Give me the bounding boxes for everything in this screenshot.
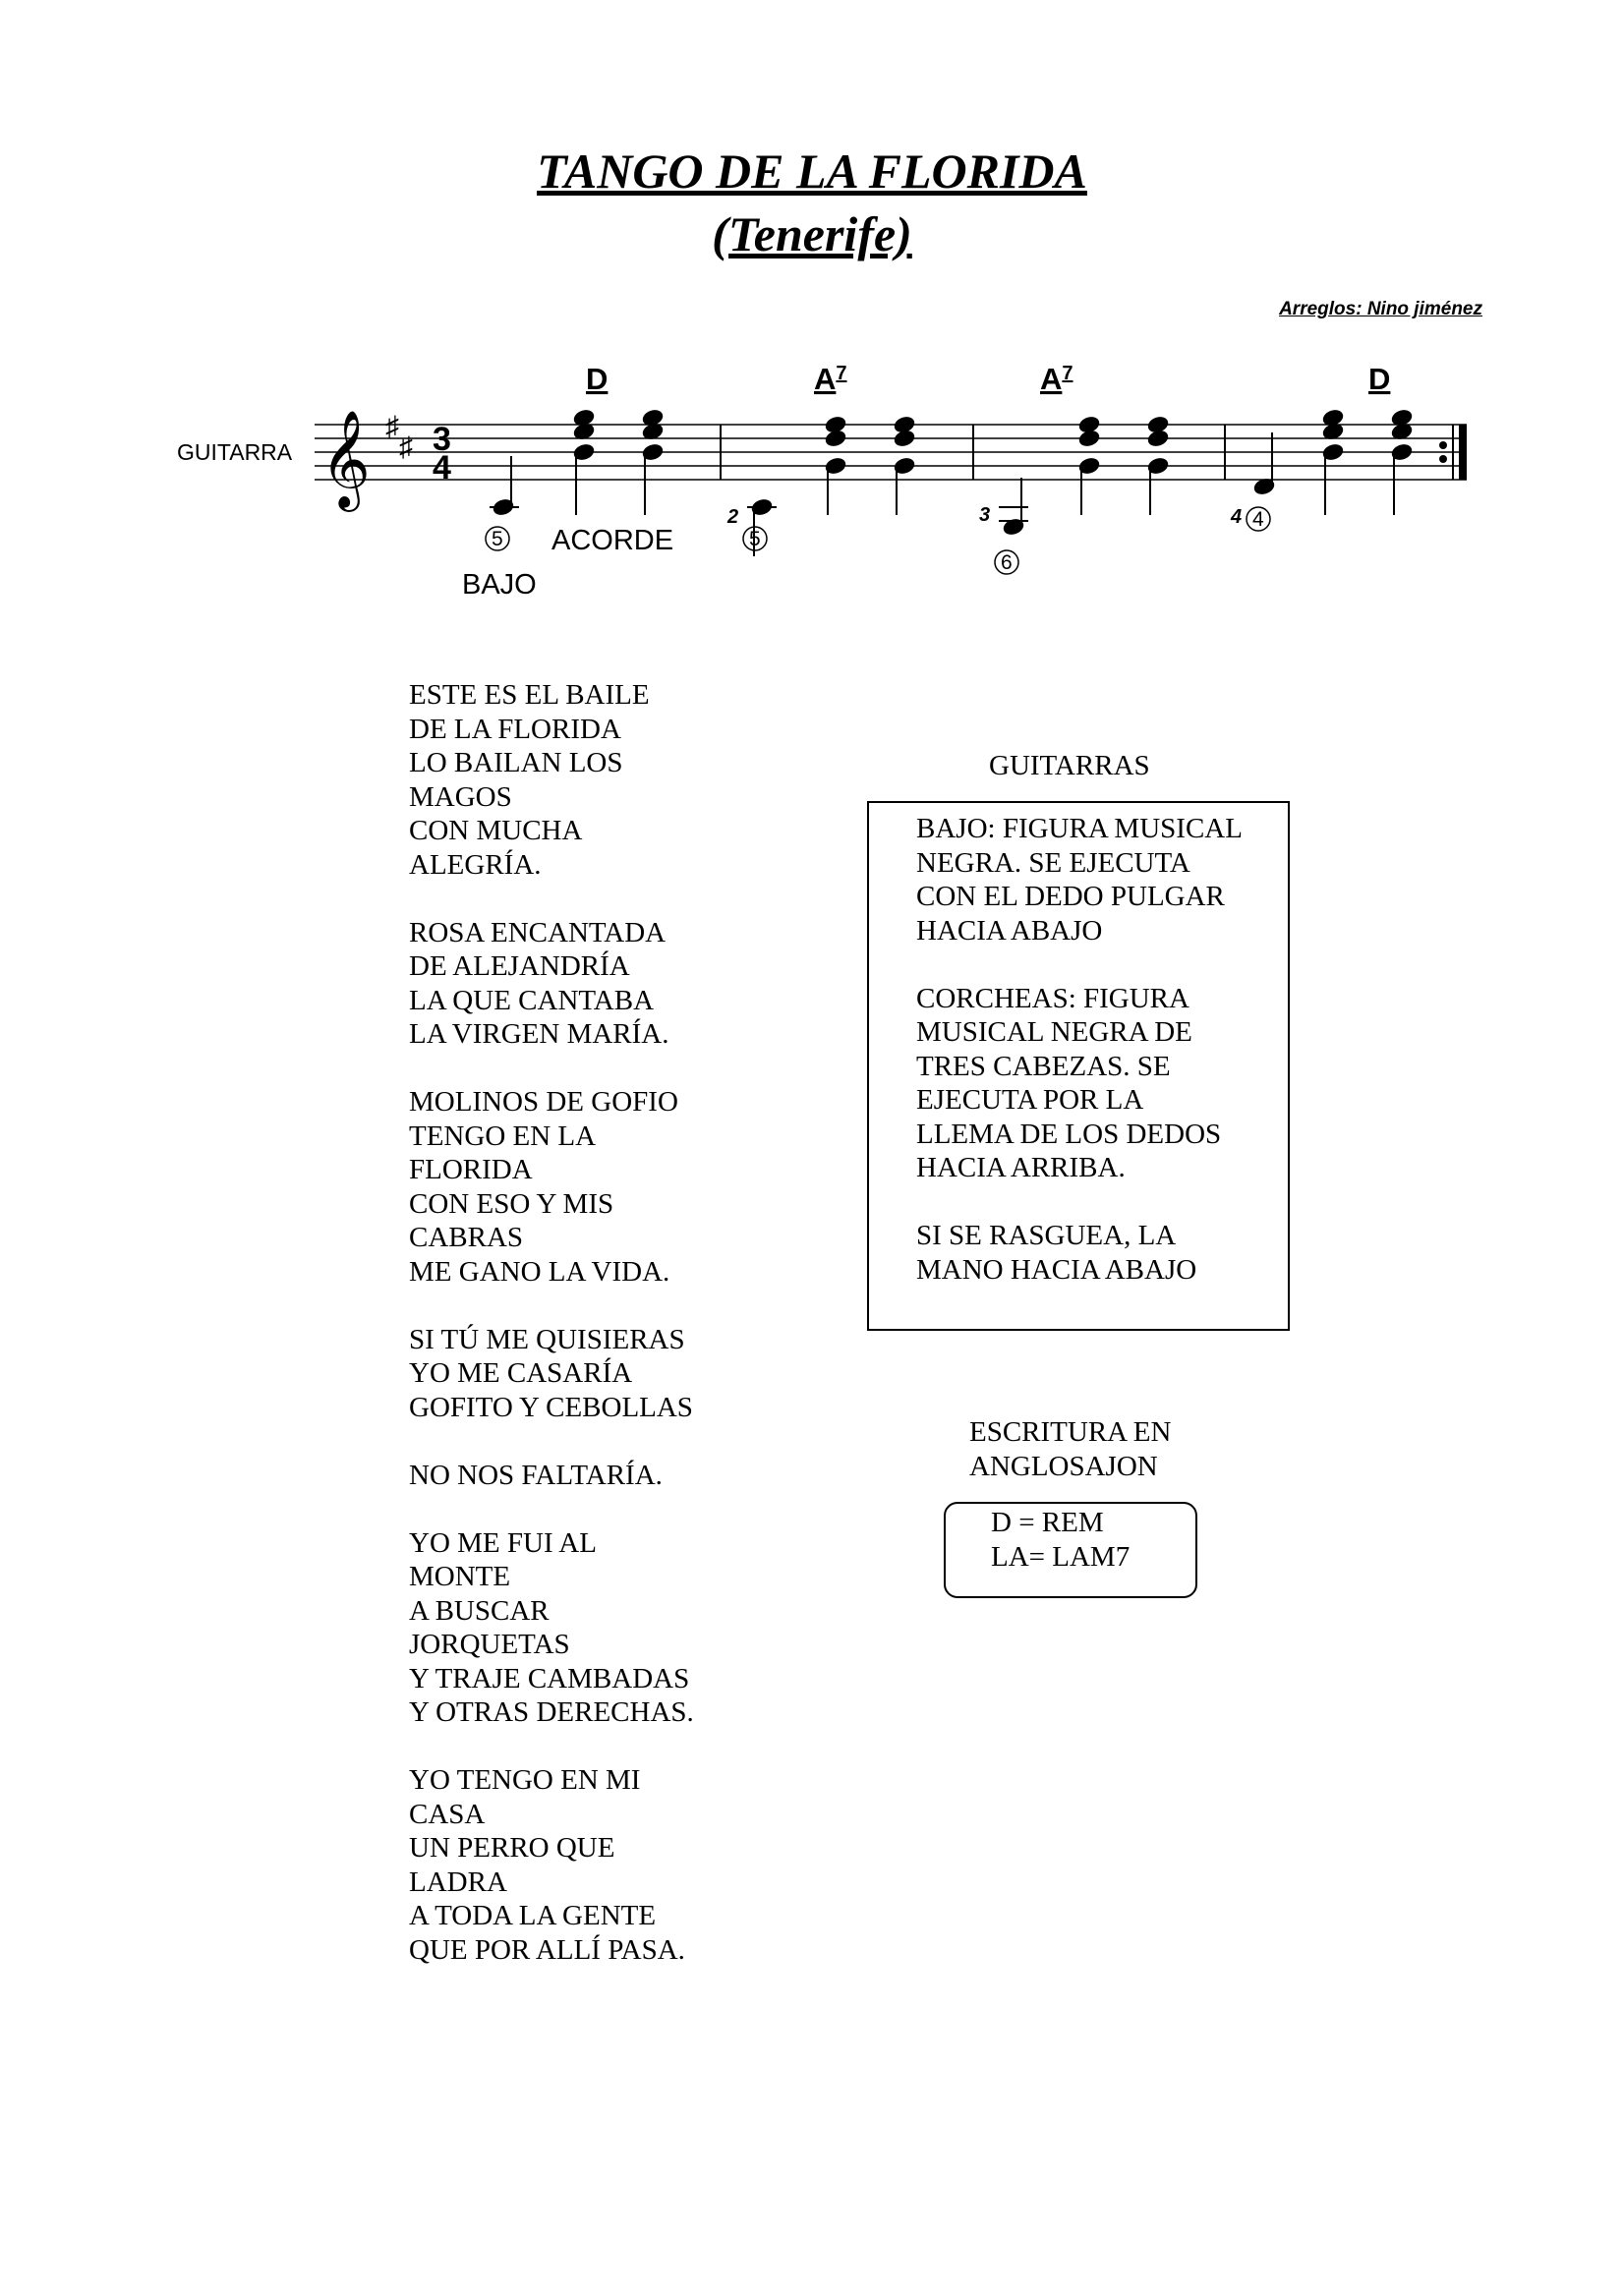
chord-note bbox=[1146, 415, 1170, 515]
treble-clef-icon: 𝄞 bbox=[320, 412, 371, 506]
guitar-notes-line: CORCHEAS: FIGURA bbox=[916, 982, 1189, 1014]
lyrics-line: ME GANO LA VIDA. bbox=[409, 1255, 670, 1288]
lyrics-line: GOFITO Y CEBOLLAS bbox=[409, 1391, 693, 1423]
lyrics-stanza bbox=[409, 1763, 763, 1967]
guitar-notes-line: HACIA ARRIBA. bbox=[916, 1152, 1126, 1183]
lyrics-line: YO ME FUI AL bbox=[409, 1526, 597, 1559]
bass-note bbox=[1252, 432, 1276, 496]
bass-label: BAJO bbox=[462, 569, 537, 601]
lyrics-stanza bbox=[409, 1526, 763, 1730]
lyrics-line: CABRAS bbox=[409, 1222, 524, 1253]
fingering: 3 bbox=[979, 504, 991, 526]
string-marking: 6 bbox=[1001, 551, 1013, 574]
guitar-score bbox=[0, 344, 1624, 619]
arrangement-credit: Arreglos: Nino jiménez bbox=[1279, 299, 1482, 319]
lyrics bbox=[409, 678, 763, 2001]
chord-symbol-d: D bbox=[586, 362, 609, 396]
lyrics-line: A TODA LA GENTE bbox=[409, 1900, 657, 1931]
guitar-notes-line: TRES CABEZAS. SE bbox=[916, 1050, 1171, 1082]
staff-lines bbox=[315, 425, 1467, 480]
lyrics-line: SI TÚ ME QUISIERAS bbox=[409, 1323, 685, 1355]
lyrics-line: DE ALEJANDRÍA bbox=[409, 950, 630, 982]
chord-symbol-a7: $A^7$ bbox=[1040, 362, 1073, 396]
lyrics-line: ROSA ENCANTADA bbox=[409, 916, 667, 948]
lyrics-stanza bbox=[409, 916, 763, 1052]
fingerings bbox=[726, 504, 1242, 528]
lyrics-line: LA QUE CANTABA bbox=[409, 984, 655, 1016]
page-title: TANGO DE LA FLORIDA bbox=[537, 144, 1087, 199]
guitar-notes-paragraph bbox=[916, 812, 1280, 947]
guitar-notes-paragraph bbox=[916, 982, 1280, 1185]
lyrics-line: LA VIRGEN MARÍA. bbox=[409, 1018, 669, 1050]
lyrics-stanza bbox=[409, 1085, 763, 1289]
lyrics-stanza bbox=[409, 1323, 763, 1425]
lyrics-line: Y TRAJE CAMBADAS bbox=[409, 1662, 690, 1694]
lyrics-line: YO TENGO EN MI bbox=[409, 1764, 641, 1796]
lyrics-line: CASA bbox=[409, 1798, 486, 1830]
chord-note bbox=[893, 415, 916, 515]
chord-symbol-d: D bbox=[1368, 362, 1391, 396]
lyrics-line: A BUSCAR bbox=[409, 1594, 550, 1627]
lyrics-line: CON ESO Y MIS bbox=[409, 1187, 614, 1220]
notation-title-line: ESCRITURA EN bbox=[969, 1416, 1172, 1448]
lyrics-stanza bbox=[409, 1459, 763, 1493]
time-signature-bottom: 4 bbox=[433, 449, 451, 487]
fingering: 2 bbox=[727, 506, 739, 528]
sharp-c-icon: ♯ bbox=[399, 431, 413, 462]
fingering: 4 bbox=[1231, 506, 1243, 528]
chord-symbol-a7: $A^7$ bbox=[814, 362, 847, 396]
lyrics-line: Y OTRAS DERECHAS. bbox=[409, 1696, 694, 1728]
string-marking: 5 bbox=[492, 528, 503, 550]
page-subtitle: (Tenerife) bbox=[712, 206, 912, 261]
lyrics-line: FLORIDA bbox=[409, 1154, 533, 1185]
guitar-notes-line: NEGRA. SE EJECUTA bbox=[916, 846, 1190, 879]
guitar-notes-line: MUSICAL NEGRA DE bbox=[916, 1016, 1192, 1048]
notation-equivalence: LA= LAM7 bbox=[991, 1540, 1131, 1573]
lyrics-line: ESTE ES EL BAILE bbox=[409, 679, 650, 711]
chord-note bbox=[1077, 415, 1101, 515]
lyrics-line: ALEGRÍA. bbox=[409, 848, 542, 881]
lyrics-line: MAGOS bbox=[409, 780, 512, 813]
lyrics-line: QUE POR ALLÍ PASA. bbox=[409, 1933, 685, 1966]
lyrics-line: UN PERRO QUE bbox=[409, 1832, 615, 1864]
guitar-notes-line: HACIA ABAJO bbox=[916, 914, 1103, 947]
guitar-notes-line: EJECUTA POR LA bbox=[916, 1084, 1144, 1116]
lyrics-line: DE LA FLORIDA bbox=[409, 713, 621, 745]
lyrics-line: LO BAILAN LOS bbox=[409, 747, 623, 778]
notation-title-line: ANGLOSAJON bbox=[969, 1450, 1158, 1482]
lyrics-stanza bbox=[409, 678, 763, 882]
bass-note bbox=[999, 478, 1028, 537]
instrument-label: GUITARRA bbox=[177, 439, 293, 465]
notation-equivalences bbox=[991, 1506, 1130, 1574]
guitar-notes-text bbox=[916, 812, 1280, 1321]
lyrics-line: NO NOS FALTARÍA. bbox=[409, 1459, 663, 1491]
sharp-f-icon: ♯ bbox=[385, 411, 399, 441]
lyrics-line: MONTE bbox=[409, 1561, 511, 1592]
lyrics-line: JORQUETAS bbox=[409, 1629, 570, 1660]
guitar-notes-line: MANO HACIA ABAJO bbox=[916, 1253, 1197, 1286]
lyrics-line: LADRA bbox=[409, 1866, 507, 1898]
string-marking: 5 bbox=[749, 528, 761, 550]
notation-title bbox=[969, 1415, 1171, 1483]
lyrics-line: YO ME CASARÍA bbox=[409, 1357, 633, 1389]
guitar-notes-paragraph bbox=[916, 1219, 1280, 1287]
time-signature-top: 3 bbox=[433, 421, 451, 458]
guitar-notes-line: SI SE RASGUEA, LA bbox=[916, 1220, 1177, 1251]
lyrics-line: CON MUCHA bbox=[409, 815, 583, 846]
guitar-notes-line: BAJO: FIGURA MUSICAL bbox=[916, 813, 1243, 844]
lyrics-line: MOLINOS DE GOFIO bbox=[409, 1086, 678, 1118]
lyrics-line: TENGO EN LA bbox=[409, 1119, 597, 1152]
guitar-notes-line: CON EL DEDO PULGAR bbox=[916, 881, 1225, 912]
string-marking: 4 bbox=[1252, 508, 1264, 531]
guitar-notes-title: GUITARRAS bbox=[989, 750, 1150, 781]
chord-label: ACORDE bbox=[551, 525, 674, 556]
notation-equivalence: D = REM bbox=[991, 1507, 1104, 1538]
chord-note bbox=[824, 415, 847, 515]
guitar-notes-line: LLEMA DE LOS DEDOS bbox=[916, 1118, 1222, 1150]
chord-symbols bbox=[586, 362, 1390, 396]
